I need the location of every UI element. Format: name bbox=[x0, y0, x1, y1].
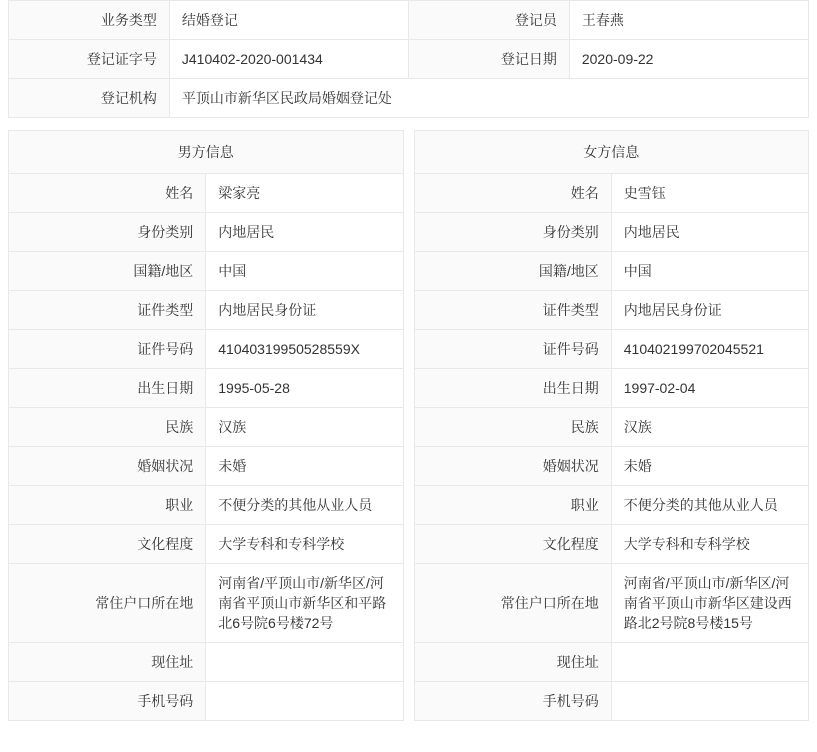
female-current-address-label: 现住址 bbox=[414, 643, 611, 682]
female-document-number-value: 410402199702045521 bbox=[611, 330, 808, 369]
table-row bbox=[9, 447, 404, 486]
table-row bbox=[9, 486, 404, 525]
registration-agency-label: 登记机构 bbox=[9, 79, 170, 118]
male-birth-date-label: 出生日期 bbox=[9, 369, 206, 408]
certificate-number-label: 登记证字号 bbox=[9, 40, 170, 79]
male-document-number-label: 证件号码 bbox=[9, 330, 206, 369]
table-row bbox=[9, 682, 404, 721]
male-current-address-label: 现住址 bbox=[9, 643, 206, 682]
male-phone-label: 手机号码 bbox=[9, 682, 206, 721]
male-current-address-value bbox=[206, 643, 403, 682]
male-document-type-label: 证件类型 bbox=[9, 291, 206, 330]
table-row bbox=[414, 643, 809, 682]
female-phone-label: 手机号码 bbox=[414, 682, 611, 721]
party-info-section bbox=[8, 130, 809, 721]
table-row bbox=[9, 1, 809, 40]
female-panel-title: 女方信息 bbox=[414, 131, 809, 174]
male-name-label: 姓名 bbox=[9, 174, 206, 213]
female-occupation-label: 职业 bbox=[414, 486, 611, 525]
male-household-address-label: 常住户口所在地 bbox=[9, 564, 206, 643]
female-info-table bbox=[414, 130, 810, 721]
table-row bbox=[414, 213, 809, 252]
table-row bbox=[9, 40, 809, 79]
table-row bbox=[414, 564, 809, 643]
female-birth-date-value: 1997-02-04 bbox=[611, 369, 808, 408]
certificate-number-value: J410402-2020-001434 bbox=[169, 40, 408, 79]
table-row bbox=[414, 447, 809, 486]
male-nationality-label: 国籍/地区 bbox=[9, 252, 206, 291]
male-education-value: 大学专科和专科学校 bbox=[206, 525, 403, 564]
male-education-label: 文化程度 bbox=[9, 525, 206, 564]
female-phone-value bbox=[611, 682, 808, 721]
female-ethnicity-value: 汉族 bbox=[611, 408, 808, 447]
table-row bbox=[414, 131, 809, 174]
female-household-address-label: 常住户口所在地 bbox=[414, 564, 611, 643]
male-info-panel bbox=[8, 130, 404, 721]
male-nationality-value: 中国 bbox=[206, 252, 403, 291]
male-occupation-label: 职业 bbox=[9, 486, 206, 525]
registration-summary-table bbox=[8, 0, 809, 118]
male-panel-title: 男方信息 bbox=[9, 131, 404, 174]
male-identity-category-value: 内地居民 bbox=[206, 213, 403, 252]
female-occupation-value: 不便分类的其他从业人员 bbox=[611, 486, 808, 525]
male-marital-status-label: 婚姻状况 bbox=[9, 447, 206, 486]
table-row bbox=[414, 291, 809, 330]
table-row bbox=[9, 408, 404, 447]
table-row bbox=[9, 525, 404, 564]
male-identity-category-label: 身份类别 bbox=[9, 213, 206, 252]
table-row bbox=[9, 79, 809, 118]
male-name-value: 梁家亮 bbox=[206, 174, 403, 213]
female-nationality-label: 国籍/地区 bbox=[414, 252, 611, 291]
table-row bbox=[9, 291, 404, 330]
table-row bbox=[414, 174, 809, 213]
female-education-value: 大学专科和专科学校 bbox=[611, 525, 808, 564]
registrar-label: 登记员 bbox=[408, 1, 569, 40]
female-document-type-label: 证件类型 bbox=[414, 291, 611, 330]
registrar-value: 王春燕 bbox=[569, 1, 808, 40]
table-row bbox=[9, 174, 404, 213]
registration-date-value: 2020-09-22 bbox=[569, 40, 808, 79]
table-row bbox=[414, 330, 809, 369]
male-ethnicity-label: 民族 bbox=[9, 408, 206, 447]
female-education-label: 文化程度 bbox=[414, 525, 611, 564]
female-household-address-value: 河南省/平顶山市/新华区/河南省平顶山市新华区建设西路北2号院8号楼15号 bbox=[611, 564, 808, 643]
table-row bbox=[9, 643, 404, 682]
female-info-panel bbox=[414, 130, 810, 721]
female-marital-status-label: 婚姻状况 bbox=[414, 447, 611, 486]
table-row bbox=[414, 525, 809, 564]
registration-date-label: 登记日期 bbox=[408, 40, 569, 79]
table-row bbox=[414, 486, 809, 525]
table-row bbox=[414, 369, 809, 408]
business-type-value: 结婚登记 bbox=[169, 1, 408, 40]
registration-agency-value: 平顶山市新华区民政局婚姻登记处 bbox=[169, 79, 808, 118]
table-row bbox=[9, 131, 404, 174]
male-household-address-value: 河南省/平顶山市/新华区/河南省平顶山市新华区和平路北6号院6号楼72号 bbox=[206, 564, 403, 643]
female-name-value: 史雪钰 bbox=[611, 174, 808, 213]
female-document-type-value: 内地居民身份证 bbox=[611, 291, 808, 330]
female-identity-category-value: 内地居民 bbox=[611, 213, 808, 252]
female-name-label: 姓名 bbox=[414, 174, 611, 213]
female-nationality-value: 中国 bbox=[611, 252, 808, 291]
male-phone-value bbox=[206, 682, 403, 721]
table-row bbox=[9, 213, 404, 252]
male-birth-date-value: 1995-05-28 bbox=[206, 369, 403, 408]
male-document-number-value: 41040319950528559X bbox=[206, 330, 403, 369]
table-row bbox=[9, 330, 404, 369]
male-occupation-value: 不便分类的其他从业人员 bbox=[206, 486, 403, 525]
female-current-address-value bbox=[611, 643, 808, 682]
female-marital-status-value: 未婚 bbox=[611, 447, 808, 486]
table-row bbox=[414, 682, 809, 721]
female-document-number-label: 证件号码 bbox=[414, 330, 611, 369]
table-row bbox=[414, 408, 809, 447]
table-row bbox=[9, 252, 404, 291]
female-ethnicity-label: 民族 bbox=[414, 408, 611, 447]
male-ethnicity-value: 汉族 bbox=[206, 408, 403, 447]
table-row bbox=[414, 252, 809, 291]
female-identity-category-label: 身份类别 bbox=[414, 213, 611, 252]
male-marital-status-value: 未婚 bbox=[206, 447, 403, 486]
male-info-table bbox=[8, 130, 404, 721]
table-row bbox=[9, 564, 404, 643]
male-document-type-value: 内地居民身份证 bbox=[206, 291, 403, 330]
female-birth-date-label: 出生日期 bbox=[414, 369, 611, 408]
business-type-label: 业务类型 bbox=[9, 1, 170, 40]
table-row bbox=[9, 369, 404, 408]
